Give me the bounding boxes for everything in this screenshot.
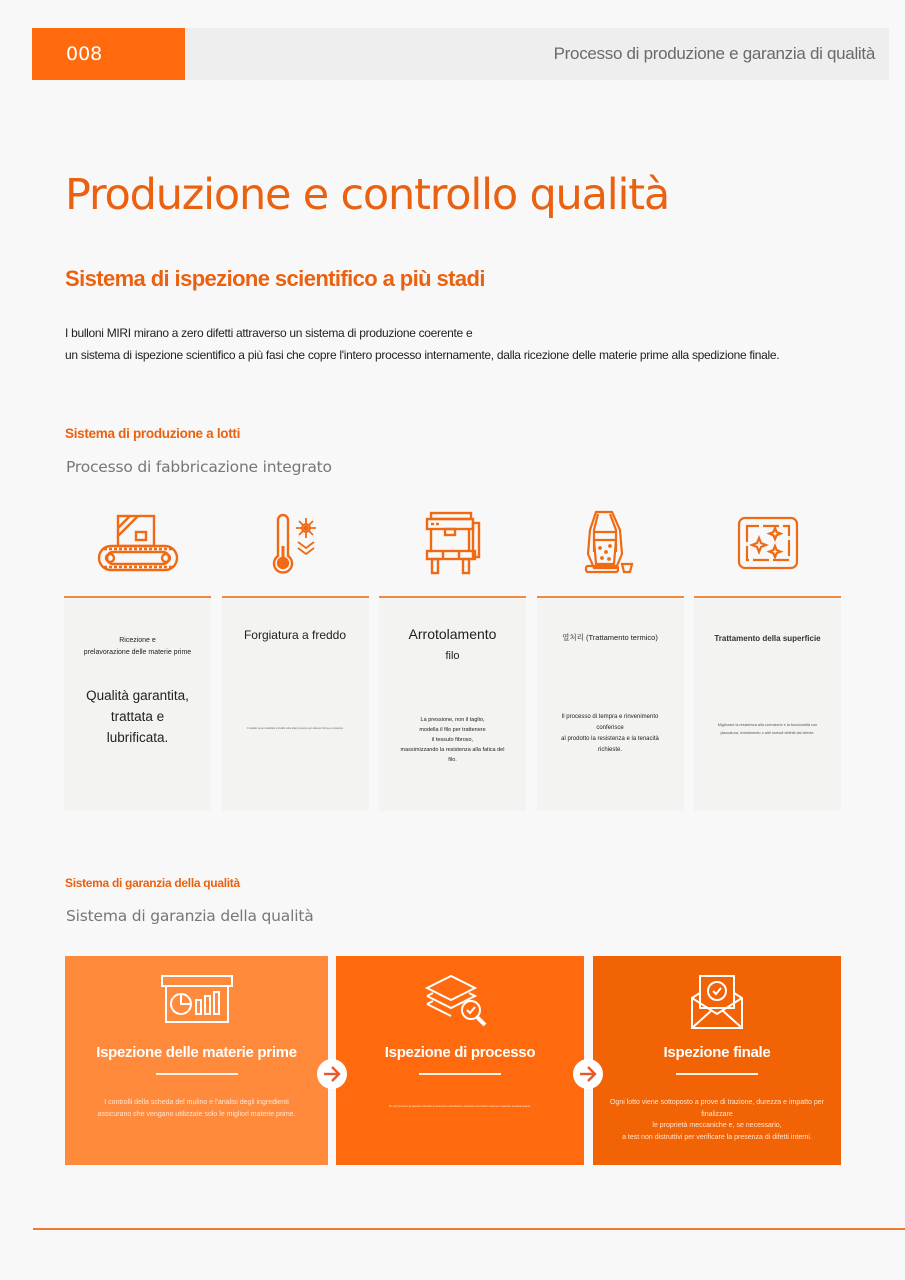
quality-card-description: I controlli della scheda del mulino e l'analisi degli ingredienti assicurano che vengano utilizzate solo le migliori materie prime. bbox=[97, 1099, 296, 1118]
step-card bbox=[537, 599, 684, 811]
quality-section-label: Sistema di garanzia della qualità bbox=[65, 876, 240, 890]
thermometer-snowflake-icon bbox=[222, 505, 369, 580]
sparkle-surface-icon bbox=[694, 505, 841, 580]
step-divider bbox=[694, 596, 841, 598]
envelope-check-icon bbox=[593, 974, 841, 1030]
step-title: Arrotolamento filo bbox=[408, 626, 497, 662]
furnace-crucible-icon bbox=[537, 505, 684, 580]
quality-card-raw-materials bbox=[65, 956, 328, 1165]
quality-card-rule bbox=[419, 1073, 501, 1075]
quality-card-description: Per ogni processo, gli operatori controllano le dimensioni e identificano le deviazioni nel prodotto in corso per mantenere la qualità costante. bbox=[389, 1106, 531, 1108]
step-description: La pressione, non il taglio, modella il filo per trattenere il tessuto fibroso, massimizzando la resistenza alla fatica del filo. bbox=[400, 717, 505, 763]
step-card bbox=[64, 599, 211, 811]
next-step-arrow-button[interactable] bbox=[317, 1059, 347, 1089]
press-machine-icon bbox=[379, 505, 526, 580]
page-title: Produzione e controllo qualità bbox=[65, 170, 670, 220]
conveyor-belt-box-icon bbox=[64, 505, 211, 580]
step-description: Qualità garantita, trattata e lubrificata. bbox=[86, 688, 189, 745]
quality-card-process bbox=[336, 956, 584, 1165]
production-step bbox=[379, 505, 526, 811]
production-section-label: Sistema di produzione a lotti bbox=[65, 426, 241, 441]
header-section-title: Processo di produzione e garanzia di qualità bbox=[553, 44, 875, 63]
quality-cards bbox=[65, 956, 841, 1165]
next-step-arrow-button[interactable] bbox=[573, 1059, 603, 1089]
arrow-right-icon bbox=[323, 1066, 341, 1082]
quality-card-description: Ogni lotto viene sottoposto a prove di trazione, durezza e impatto per finalizzare le proprietà meccaniche e, se necessario, a test non distruttivi per verificare la presenza di difetti interni. bbox=[609, 1099, 824, 1141]
production-step bbox=[222, 505, 369, 811]
quality-section-subtitle: Sistema di garanzia della qualità bbox=[66, 907, 314, 925]
step-divider bbox=[379, 596, 526, 598]
quality-card-rule bbox=[676, 1073, 758, 1075]
step-title: Forgiatura a freddo bbox=[243, 628, 347, 642]
page-number: 008 bbox=[32, 28, 185, 80]
step-card bbox=[694, 599, 841, 811]
step-title: Trattamento della superficie bbox=[714, 634, 821, 643]
intro-paragraph bbox=[65, 322, 779, 366]
production-steps bbox=[64, 505, 841, 811]
quality-card-title: Ispezione finale bbox=[663, 1044, 771, 1061]
step-divider bbox=[64, 596, 211, 598]
board-chart-icon bbox=[65, 974, 328, 1026]
page-subtitle: Sistema di ispezione scientifico a più stadi bbox=[65, 266, 485, 291]
step-divider bbox=[222, 596, 369, 598]
arrow-right-icon bbox=[579, 1066, 597, 1082]
quality-card-title: Ispezione di processo bbox=[384, 1044, 536, 1061]
layers-magnifier-check-icon bbox=[336, 974, 584, 1028]
production-section-subtitle: Processo di fabbricazione integrato bbox=[66, 458, 332, 476]
step-title: 열처리 (Trattamento termico) bbox=[562, 633, 658, 642]
quality-card-title: Ispezione delle materie prime bbox=[96, 1044, 297, 1061]
intro-line-2: un sistema di ispezione scientifico a più fasi che copre l'intero processo internamente, dalla ricezione delle materie prime alla spedizione finale. bbox=[65, 348, 780, 362]
step-description: Migliorare la resistenza alla corrosione e la funzionalità con placcatura, rivestimento o altri metodi definiti dal cliente. bbox=[717, 723, 818, 735]
quality-card-final bbox=[593, 956, 841, 1165]
step-description: Il processo di tempra e rinvenimento conferisce al prodotto la resistenza e la tenacità richieste. bbox=[561, 714, 659, 753]
step-card bbox=[222, 599, 369, 811]
quality-card-rule bbox=[156, 1073, 238, 1075]
step-card bbox=[379, 599, 526, 811]
step-description: Il metallo viene modellato a freddo sotto alta pressione per ottenere forma e resistenza bbox=[247, 727, 343, 730]
production-step bbox=[537, 505, 684, 811]
step-divider bbox=[537, 596, 684, 598]
intro-line-1: I bulloni MIRI mirano a zero difetti attraverso un sistema di produzione coerente e bbox=[65, 326, 473, 340]
production-step bbox=[694, 505, 841, 811]
step-title: Ricezione e prelavorazione delle materie prime bbox=[83, 637, 192, 656]
footer-divider bbox=[33, 1228, 905, 1230]
production-step bbox=[64, 505, 211, 811]
